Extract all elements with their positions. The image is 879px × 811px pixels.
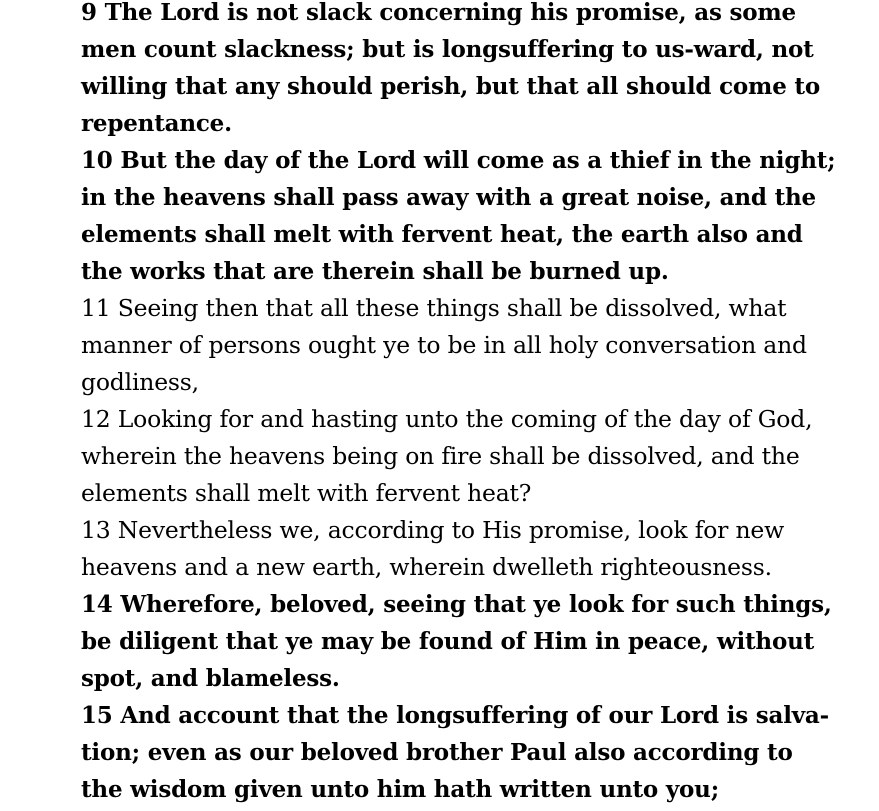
verse-15 bbox=[81, 697, 871, 808]
verse-9 bbox=[81, 0, 871, 142]
verse-line: 14 Wherefore, beloved, seeing that ye look for such things, bbox=[81, 591, 832, 618]
verse-line: in the heavens shall pass away with a great noise, and the bbox=[81, 184, 816, 211]
verse-line: repentance. bbox=[81, 110, 232, 137]
verse-line: men count slackness; but is longsuffering to us-ward, not bbox=[81, 36, 814, 63]
verse-line: 12 Looking for and hasting unto the coming of the day of God, bbox=[81, 405, 813, 433]
verse-line: 11 Seeing then that all these things shall be dissolved, what bbox=[81, 294, 787, 322]
verse-line: the wisdom given unto him hath written unto you; bbox=[81, 776, 719, 803]
verse-line: willing that any should perish, but that all should come to bbox=[81, 73, 821, 100]
verse-line: be diligent that ye may be found of Him in peace, without bbox=[81, 628, 815, 655]
verse-line: 9 The Lord is not slack concerning his promise, as some bbox=[81, 0, 796, 26]
verse-line: 15 And account that the longsuffering of our Lord is salva- bbox=[81, 702, 829, 729]
verse-line: the works that are therein shall be burned up. bbox=[81, 258, 669, 285]
verse-14 bbox=[81, 586, 871, 697]
verse-line: 13 Nevertheless we, according to His promise, look for new bbox=[81, 516, 785, 544]
verse-line: heavens and a new earth, wherein dwelleth righteousness. bbox=[81, 553, 772, 581]
verse-line: elements shall melt with fervent heat? bbox=[81, 479, 532, 507]
verse-line: spot, and blameless. bbox=[81, 665, 340, 692]
verse-line: manner of persons ought ye to be in all holy conversation and bbox=[81, 331, 807, 359]
verse-11 bbox=[81, 290, 871, 401]
verse-line: 10 But the day of the Lord will come as a thief in the night; bbox=[81, 147, 836, 174]
verse-12 bbox=[81, 401, 871, 512]
verse-10 bbox=[81, 142, 871, 290]
scripture-text bbox=[81, 0, 871, 808]
verse-line: wherein the heavens being on fire shall be dissolved, and the bbox=[81, 442, 800, 470]
verse-line: godliness, bbox=[81, 368, 199, 396]
verse-line: tion; even as our beloved brother Paul also according to bbox=[81, 739, 793, 766]
verse-line: elements shall melt with fervent heat, the earth also and bbox=[81, 221, 803, 248]
verse-13 bbox=[81, 512, 871, 586]
